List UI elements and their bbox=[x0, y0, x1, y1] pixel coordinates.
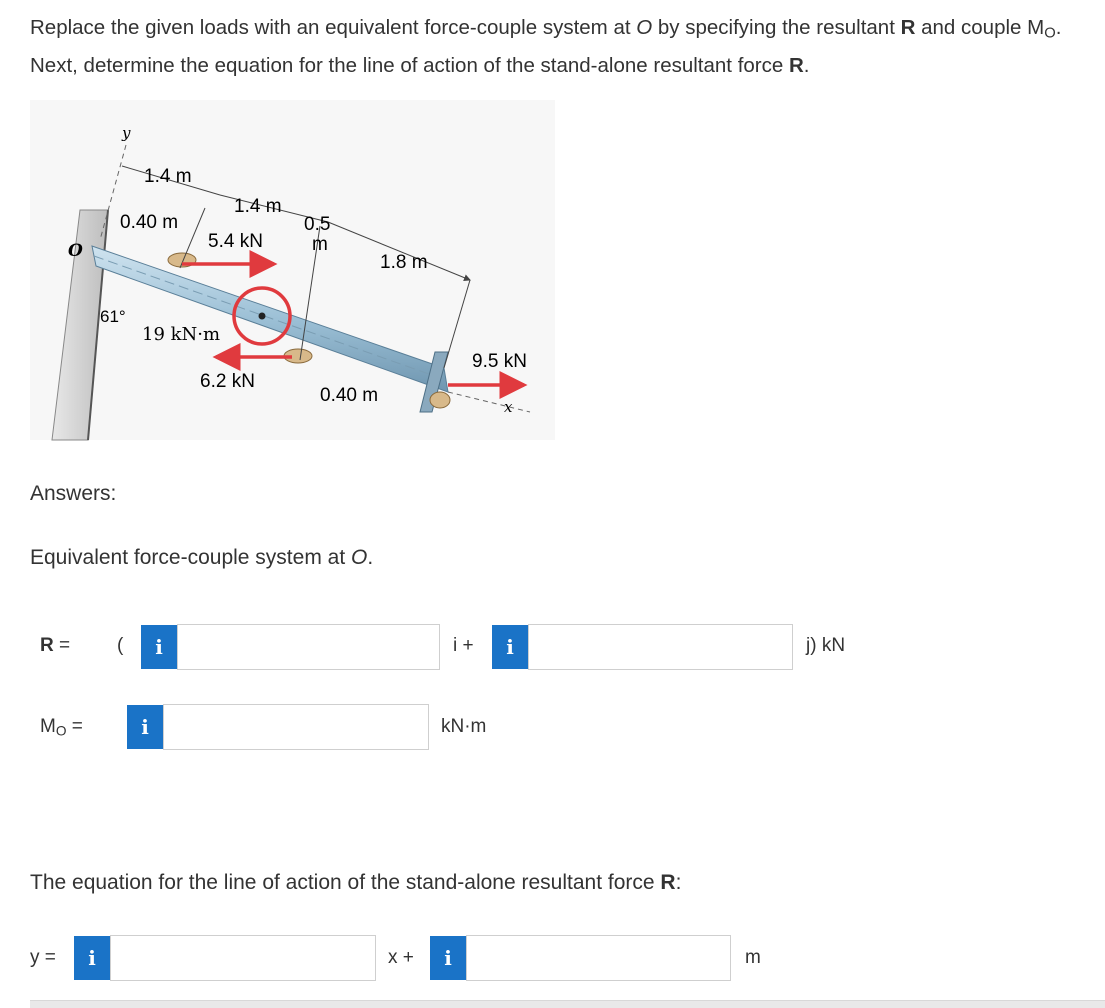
rx-input[interactable] bbox=[177, 624, 440, 670]
dim-label-14a: 1.4 m bbox=[144, 166, 192, 187]
mo-input[interactable] bbox=[163, 704, 429, 750]
couple-label: 19 kN·m bbox=[142, 324, 221, 345]
angle-label: 61° bbox=[100, 307, 126, 326]
resultant-symbol: R bbox=[900, 16, 916, 39]
subscript: O bbox=[1044, 25, 1056, 42]
dim-label-040a: 0.40 m bbox=[120, 212, 179, 233]
origin-label: O bbox=[68, 241, 83, 261]
i-unit-label: i + bbox=[453, 635, 474, 656]
info-icon[interactable]: i bbox=[430, 936, 466, 980]
info-icon[interactable]: i bbox=[492, 625, 528, 669]
point-o: O bbox=[636, 16, 653, 39]
force-label-62: 6.2 kN bbox=[200, 371, 255, 392]
couple-center-dot bbox=[259, 313, 266, 320]
section-force-couple-heading bbox=[30, 546, 373, 570]
force-label-95: 9.5 kN bbox=[472, 351, 527, 372]
m-unit-label: m bbox=[745, 947, 761, 968]
dim-label-18: 1.8 m bbox=[380, 252, 428, 273]
bracket-3 bbox=[430, 392, 450, 408]
dim-label-14b: 1.4 m bbox=[234, 196, 282, 217]
kn-m-unit-label: kN·m bbox=[441, 716, 487, 737]
resultant-symbol: R bbox=[788, 53, 804, 77]
info-icon[interactable]: i bbox=[141, 625, 177, 669]
section-text: Equivalent force-couple system at bbox=[30, 546, 351, 569]
y-label: y = bbox=[30, 947, 56, 968]
point-o: O bbox=[351, 546, 368, 569]
problem-text: Replace the given loads with an equivalent force-couple system at bbox=[30, 16, 637, 39]
section-text: : bbox=[675, 871, 682, 894]
dim-label-05b: m bbox=[312, 234, 328, 255]
m-symbol: M bbox=[40, 716, 56, 737]
problem-text: by specifying the resultant bbox=[652, 16, 901, 39]
subscript: O bbox=[55, 723, 67, 739]
ry-input[interactable] bbox=[528, 624, 793, 670]
info-icon[interactable]: i bbox=[74, 936, 110, 980]
beam-diagram bbox=[30, 100, 590, 460]
equals-sign: = bbox=[53, 635, 71, 656]
problem-text: . bbox=[803, 53, 810, 77]
dim-label-040b: 0.40 m bbox=[320, 385, 379, 406]
answers-label: Answers: bbox=[30, 482, 117, 505]
intercept-input[interactable] bbox=[466, 935, 731, 981]
info-icon[interactable]: i bbox=[127, 705, 163, 749]
mo-label bbox=[40, 716, 83, 738]
r-label bbox=[40, 635, 70, 657]
slope-input[interactable] bbox=[110, 935, 376, 981]
equals-sign: = bbox=[66, 716, 83, 737]
section-text: . bbox=[367, 546, 374, 569]
j-unit-label: j) kN bbox=[806, 635, 846, 656]
problem-statement bbox=[30, 12, 1090, 82]
r-symbol: R bbox=[40, 635, 54, 656]
x-unit-label: x + bbox=[388, 947, 414, 968]
section-text: The equation for the line of action of the stand-alone resultant force bbox=[30, 871, 661, 894]
open-paren: ( bbox=[117, 635, 124, 656]
force-label-54: 5.4 kN bbox=[208, 231, 263, 252]
resultant-symbol: R bbox=[660, 871, 676, 894]
beam-figure bbox=[30, 100, 590, 460]
problem-text: and couple M bbox=[915, 16, 1045, 39]
problem-text: . Next, determine the equation for the line of action of the stand-alone resultant force bbox=[30, 16, 1062, 77]
x-axis-label: x bbox=[504, 398, 513, 416]
section-line-of-action-heading bbox=[30, 871, 681, 895]
y-axis-label: y bbox=[122, 124, 131, 142]
dim-label-05a: 0.5 bbox=[304, 214, 331, 235]
